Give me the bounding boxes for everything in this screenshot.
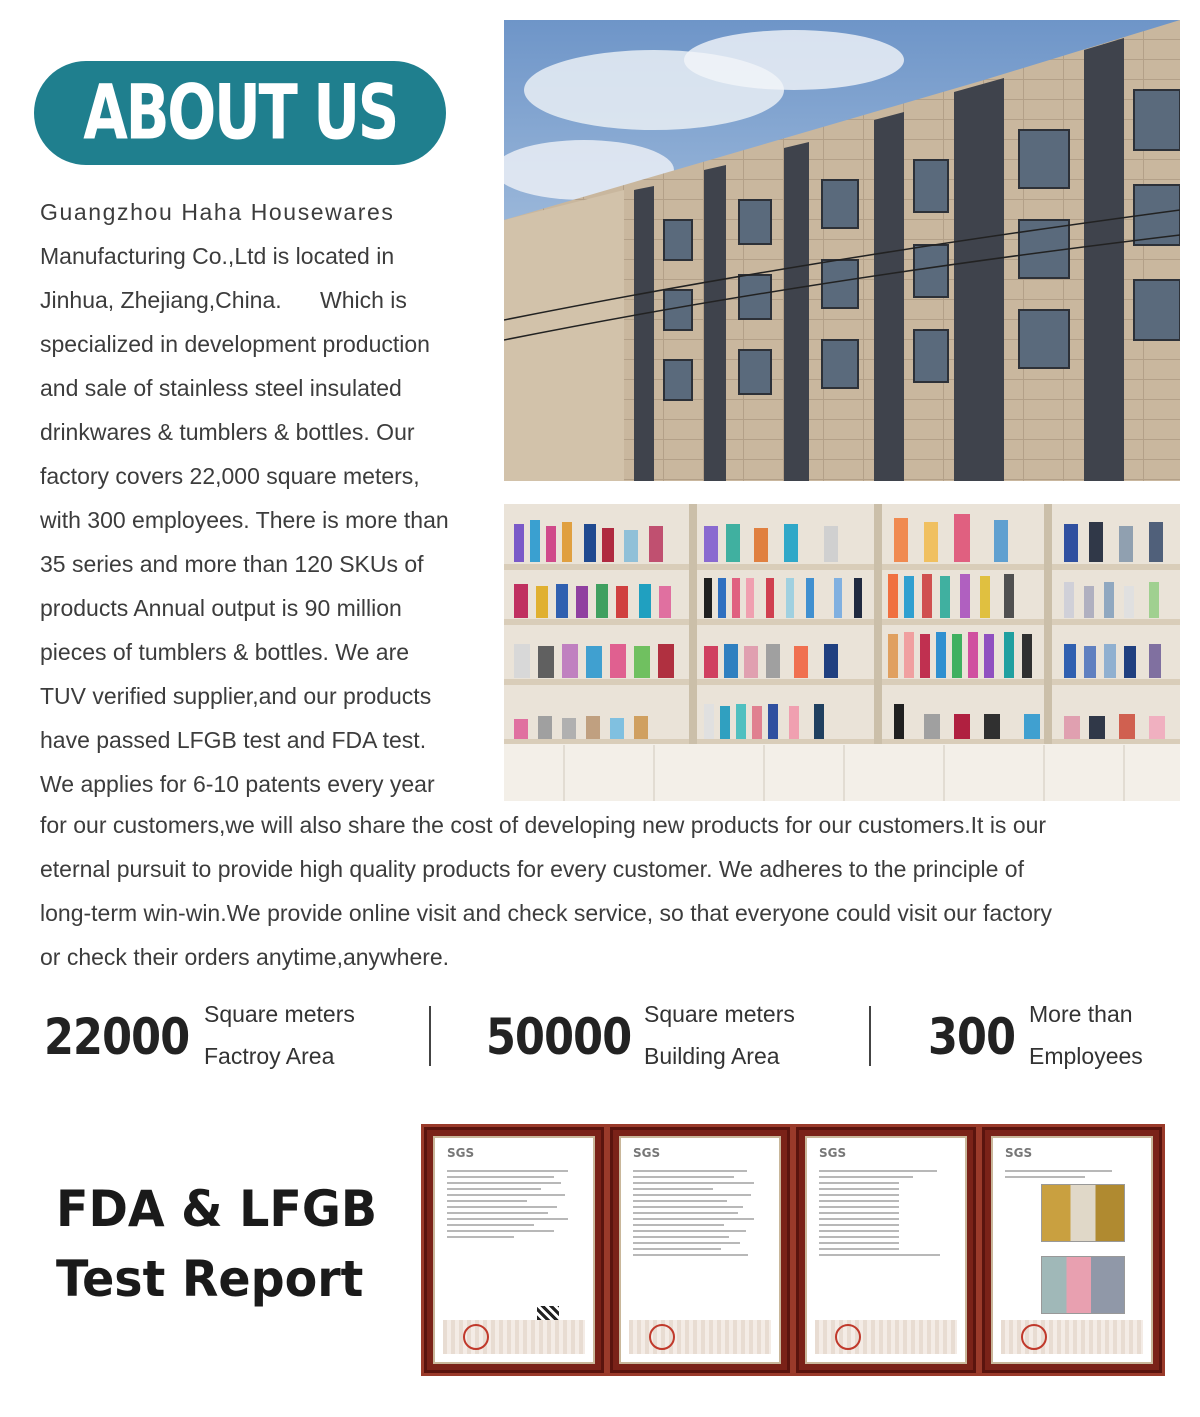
certificate-frame xyxy=(979,1124,1165,1376)
stat-number: 300 xyxy=(928,1008,1016,1066)
stat-label-line1: Square meters xyxy=(644,1001,795,1027)
intro-line: TUV verified supplier,and our products xyxy=(40,683,432,709)
intro-line: with 300 employees. There is more than xyxy=(40,507,449,533)
product-photo xyxy=(1041,1256,1125,1314)
intro-line: specialized in development production xyxy=(40,331,430,357)
intro-line: pieces of tumblers & bottles. We are xyxy=(40,639,410,665)
intro-line: long-term win-win.We provide online visit and check service, so that everyone could visit our factory xyxy=(40,900,1053,926)
intro-line: and sale of stainless steel insulated xyxy=(40,375,402,401)
intro-line: eternal pursuit to provide high quality products for every customer. We adheres to the principle of xyxy=(40,856,1024,882)
product-showroom-photo xyxy=(504,504,1180,801)
stat-number: 50000 xyxy=(486,1008,632,1066)
stat-label-line2: Employees xyxy=(1029,1043,1143,1069)
seal-icon xyxy=(649,1324,675,1350)
stat-label-line1: More than xyxy=(1029,1001,1133,1027)
report-title-line1: FDA & LFGB xyxy=(56,1180,378,1238)
sgs-logo: SGS xyxy=(1005,1146,1033,1160)
stat-divider xyxy=(429,1006,431,1066)
intro-line: Jinhua, Zhejiang,China. Which is xyxy=(40,287,407,313)
stat-building-area xyxy=(486,1000,826,1080)
seal-icon xyxy=(835,1324,861,1350)
factory-building-photo xyxy=(504,20,1180,481)
sgs-logo: SGS xyxy=(633,1146,661,1160)
product-photo xyxy=(1041,1184,1125,1242)
stat-factory-area xyxy=(44,1000,384,1080)
intro-line: products Annual output is 90 million xyxy=(40,595,402,621)
stat-number: 22000 xyxy=(44,1008,190,1066)
report-title-line2: Test Report xyxy=(56,1250,364,1308)
certificate-frame xyxy=(421,1124,607,1376)
stat-label-line1: Square meters xyxy=(204,1001,355,1027)
intro-line: drinkwares & tumblers & bottles. Our xyxy=(40,419,415,445)
stat-label-line2: Factroy Area xyxy=(204,1043,335,1069)
intro-paragraph-continued xyxy=(40,803,1170,979)
seal-icon xyxy=(463,1324,489,1350)
intro-paragraph xyxy=(40,190,470,806)
intro-line: for our customers,we will also share the cost of developing new products for our customers.It is our xyxy=(40,812,1047,838)
sgs-logo: SGS xyxy=(819,1146,847,1160)
intro-line: Manufacturing Co.,Ltd is located in xyxy=(40,243,395,269)
intro-line: have passed LFGB test and FDA test. xyxy=(40,727,427,753)
about-us-title: ABOUT US xyxy=(83,69,397,157)
sgs-logo: SGS xyxy=(447,1146,475,1160)
intro-line: Guangzhou Haha Housewares xyxy=(40,199,395,225)
intro-line: 35 series and more than 120 SKUs of xyxy=(40,551,424,577)
certificate-frame xyxy=(793,1124,979,1376)
stat-divider xyxy=(869,1006,871,1066)
intro-line: We applies for 6-10 patents every year xyxy=(40,771,435,797)
seal-icon xyxy=(1021,1324,1047,1350)
certificate-page xyxy=(619,1136,781,1364)
intro-line: or check their orders anytime,anywhere. xyxy=(40,944,450,970)
about-us-badge xyxy=(34,61,446,165)
certificate-frame xyxy=(607,1124,793,1376)
stat-label-line2: Building Area xyxy=(644,1043,780,1069)
certificate-page xyxy=(991,1136,1153,1364)
intro-line: factory covers 22,000 square meters, xyxy=(40,463,420,489)
stat-employees xyxy=(928,1000,1168,1080)
certificate-page xyxy=(433,1136,595,1364)
certificate-page xyxy=(805,1136,967,1364)
